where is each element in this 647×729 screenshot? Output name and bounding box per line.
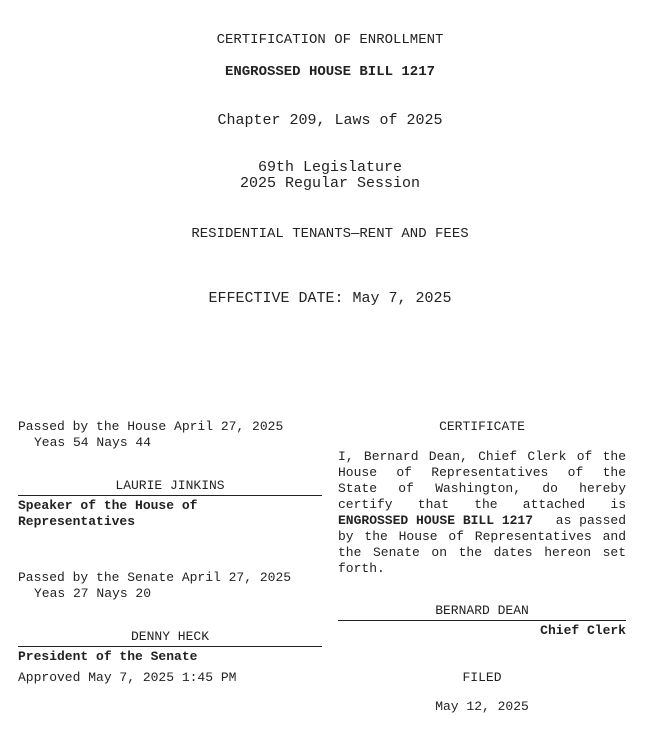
legislature-block [0,160,647,192]
certificate-body [338,449,626,577]
senate-passed: Passed by the Senate April 27, 2025 [18,570,292,585]
house-signer-title [18,498,322,530]
senate-signature-line [18,629,322,647]
bill-subject: RESIDENTIAL TENANTS—RENT AND FEES [191,226,469,242]
certificate-line-4: certify that the attached is [338,497,626,512]
senate-votes: Yeas 27 Nays 20 [34,586,152,601]
legislature-line: 69th Legislature [257,159,403,176]
certificate-line-5 [338,513,626,529]
effective-date: EFFECTIVE DATE: May 7, 2025 [208,290,452,307]
certificate-line-1: I, Bernard Dean, Chief Clerk of the [338,449,626,464]
speaker-title-line1: Speaker of the House of [18,498,198,513]
chapter-line: Chapter 209, Laws of 2025 [217,112,443,129]
certificate-line-2: House of Representatives of the [338,465,626,480]
filed-label: FILED [462,670,502,685]
clerk-signer: BERNARD DEAN [435,603,529,618]
governor-approval: Approved May 7, 2025 1:45 PM [18,670,237,685]
certificate-line-5-rest: as passed [555,513,626,528]
house-signer: LAURIE JINKINS [115,478,225,493]
certification-heading: CERTIFICATION OF ENROLLMENT [216,32,444,48]
house-passed: Passed by the House April 27, 2025 [18,419,284,434]
certificate-line-7: the Senate on the dates hereon set [338,545,626,560]
clerk-title: Chief Clerk [540,623,626,638]
senate-signer-title: President of the Senate [18,649,198,664]
bill-title: ENGROSSED HOUSE BILL 1217 [224,64,436,80]
house-signature-line [18,478,322,496]
session-line: 2025 Regular Session [239,175,421,192]
speaker-title-line2: Representatives [18,514,136,529]
clerk-signature-line [338,603,626,621]
certificate-heading: CERTIFICATE [439,419,525,434]
house-votes: Yeas 54 Nays 44 [34,435,152,450]
certificate-line-8: forth. [338,561,385,576]
filed-date: May 12, 2025 [435,699,529,714]
senate-signer: DENNY HECK [130,629,209,644]
certificate-bill-name: ENGROSSED HOUSE BILL 1217 [338,513,534,528]
certificate-line-3: State of Washington, do hereby [338,481,626,496]
certificate-line-6: by the House of Representatives and [338,529,626,544]
